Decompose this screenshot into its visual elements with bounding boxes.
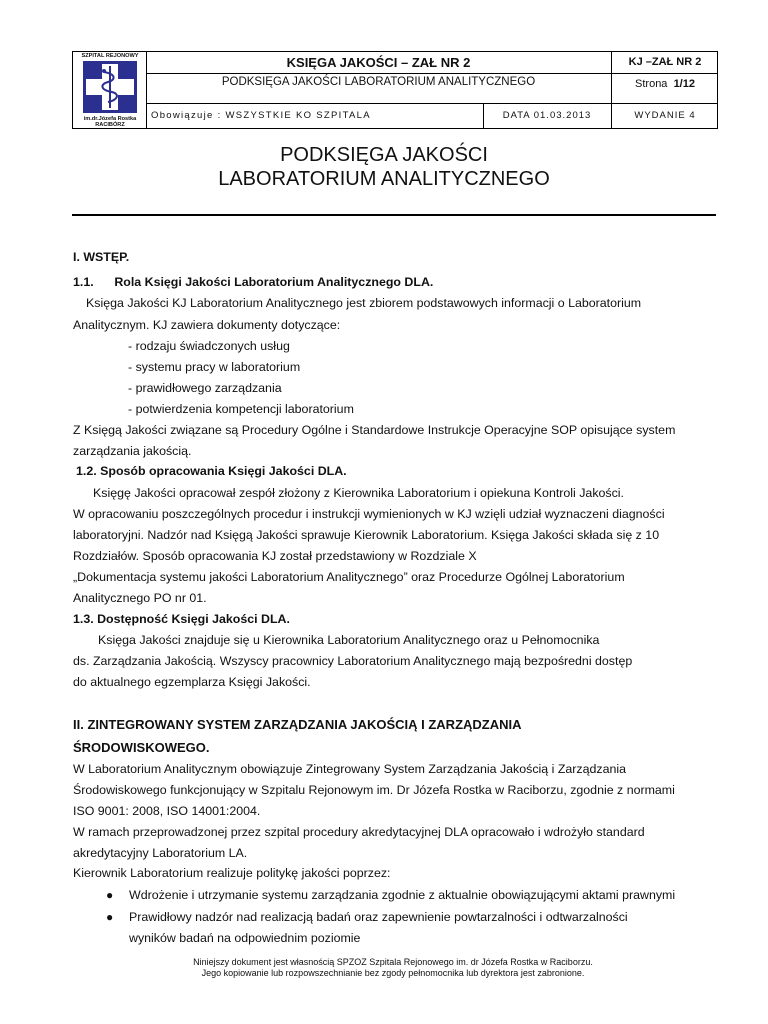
s12-line4: Rozdziałów. Sposób opracowania KJ został przedstawiony w Rozdziale X	[73, 549, 477, 563]
hospital-logo	[73, 52, 146, 129]
section-1-2-heading: 1.2. Sposób opracowania Księgi Jakości DLA.	[76, 464, 347, 478]
list-item: - systemu pracy w laboratorium	[128, 360, 301, 374]
header-title: KSIĘGA JAKOŚCI – ZAŁ NR 2	[286, 55, 471, 70]
section-1-3-heading: 1.3. Dostępność Księgi Jakości DLA.	[73, 612, 290, 626]
header-code: KJ –ZAŁ NR 2	[628, 56, 702, 68]
s12-line3: laboratoryjni. Nadzór nad Księgą Jakości sprawuje Kierownik Laboratorium. Księga Jakości składa się z 10	[73, 528, 660, 542]
s11-p2-line1: Z Księgą Jakości związane są Procedury Ogólne i Standardowe Instrukcje Operacyjne SOP opisujące system	[73, 423, 676, 437]
s12-line6: Analitycznego PO nr 01.	[73, 591, 207, 605]
s12-line1: Księgę Jakości opracował zespół złożony z Kierownika Laboratorium i opiekuna Kontroli Jakości.	[93, 486, 625, 500]
s11-p1-line1: Księga Jakości KJ Laboratorium Analitycznego jest zbiorem podstawowych informacji o Laboratorium	[86, 296, 642, 310]
applies-to: Obowiązuje : WSZYSTKIE KO SZPITALA	[151, 110, 371, 121]
caduceus-icon	[82, 60, 138, 114]
s12-line5: „Dokumentacja systemu jakości Laboratorium Analitycznego” oraz Procedurze Ogólnej Laboratorium	[73, 570, 625, 584]
s2-p3: Kierownik Laboratorium realizuje politykę jakości poprzez:	[73, 866, 391, 880]
s2-bullet2-line1: Prawidłowy nadzór nad realizacją badań oraz zapewnienie powtarzalności i odtwarzalności	[129, 910, 628, 924]
title-divider	[72, 214, 716, 216]
logo-top-text: SZPITAL REJONOWY	[81, 53, 139, 59]
list-item: - potwierdzenia kompetencji laboratorium	[128, 402, 354, 416]
s2-p2-line2: akredytacyjny Laboratorium LA.	[73, 846, 248, 860]
page-number	[611, 78, 719, 90]
s11-p1-line2: Analitycznym. KJ zawiera dokumenty dotyczące:	[73, 318, 341, 332]
list-item: - rodzaju świadczonych usług	[128, 339, 290, 353]
section-1-1-heading: 1.1. Rola Księgi Jakości Laboratorium Analitycznego DLA.	[73, 275, 434, 289]
s11-p2-line2: zarządzania jakością.	[73, 444, 192, 458]
document-title-line-2: LABORATORIUM ANALITYCZNEGO	[218, 168, 550, 190]
section-2-heading-line2: ŚRODOWISKOWEGO.	[73, 740, 210, 755]
section-1-heading: I. WSTĘP.	[73, 250, 130, 264]
bullet-icon: ●	[106, 888, 114, 902]
s12-line2: W opracowaniu poszczególnych procedur i instrukcji wymienionych w KJ wzięli udział wyznaczeni diagności	[73, 507, 665, 521]
s2-bullet2-line2: wyników badań na odpowiednim poziomie	[129, 931, 361, 945]
bullet-icon: ●	[106, 910, 114, 924]
s2-p2-line1: W ramach przeprowadzonej przez szpital procedury akredytacyjnej DLA opracowało i wdrożyło standard	[73, 825, 645, 839]
s2-p1-line2: Środowiskowego funkcjonujący w Szpitalu Rejonowym im. Dr Józefa Rostka w Raciborzu, zgodnie z normami	[73, 783, 675, 797]
s13-line1: Księga Jakości znajduje się u Kierownika Laboratorium Analitycznego oraz u Pełnomocnika	[98, 633, 600, 647]
document-header-table	[72, 51, 718, 129]
s13-line3: do aktualnego egzemplarza Księgi Jakości.	[73, 675, 311, 689]
document-date: DATA 01.03.2013	[502, 110, 592, 121]
section-2-heading-line1: II. ZINTEGROWANY SYSTEM ZARZĄDZANIA JAKOŚCIĄ I ZARZĄDZANIA	[73, 717, 522, 732]
edition: WYDANIE 4	[634, 110, 696, 121]
s2-p1-line1: W Laboratorium Analitycznym obowiązuje Zintegrowany System Zarządzania Jakością i Zarządzania	[73, 762, 627, 776]
s13-line2: ds. Zarządzania Jakością. Wszyscy pracownicy Laboratorium Analitycznego mają bezpośredni dostęp	[73, 654, 633, 668]
document-title-line-1: PODKSIĘGA JAKOŚCI	[280, 144, 488, 166]
logo-bottom-text-2: RACIBÓRZ	[95, 122, 125, 128]
logo-bottom-text-1: im.dr.Józefa Rostka	[83, 116, 137, 122]
list-item: - prawidłowego zarządzania	[128, 381, 282, 395]
s2-bullet1: Wdrożenie i utrzymanie systemu zarządzania zgodnie z aktualnie obowiązującymi aktami prawnymi	[129, 888, 676, 902]
page-value: 1/12	[673, 78, 695, 90]
footer-line-2: Jego kopiowanie lub rozpowszechnianie bez zgody pełnomocnika lub dyrektora jest zabronione.	[201, 968, 585, 978]
footer-line-1: Niniejszy dokument jest własnością SPZOZ Szpitala Rejonowego im. dr Józefa Rostka w Raciborzu.	[193, 957, 593, 967]
page-label: Strona	[635, 78, 668, 90]
header-subtitle: PODKSIĘGA JAKOŚCI LABORATORIUM ANALITYCZNEGO	[221, 76, 536, 88]
s2-p1-line3: ISO 9001: 2008, ISO 14001:2004.	[73, 804, 261, 818]
